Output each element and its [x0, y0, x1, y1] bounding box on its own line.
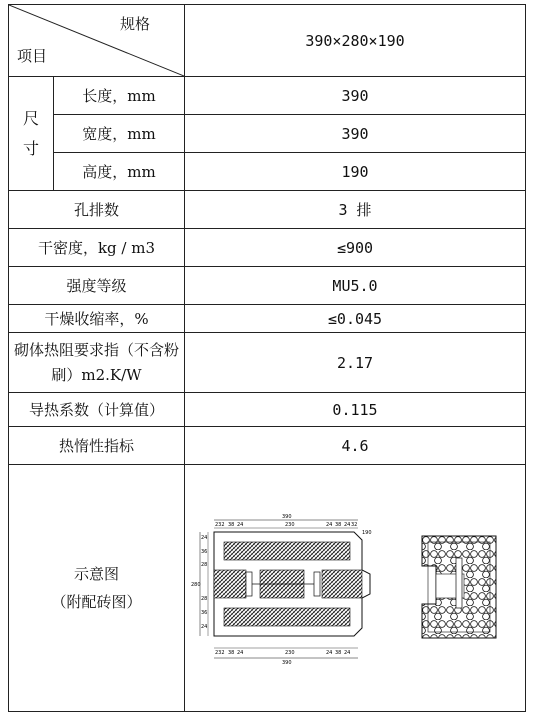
dim-bottom: 24: [237, 650, 244, 656]
row-thermal-inertia: [9, 427, 526, 465]
row-diagram: [9, 465, 526, 712]
dim-top: 24: [326, 522, 333, 528]
diagram-cell: [185, 465, 526, 712]
row-value: 0.115: [185, 393, 526, 427]
row-label: 砌体热阻要求指（不含粉刷）m2.K/W: [9, 333, 185, 393]
diagram-label: 示意图: [73, 565, 119, 583]
dim-bottom: 24: [344, 650, 351, 656]
companion-brick-drawing: [422, 536, 496, 638]
row-value: 2.17: [185, 333, 526, 393]
dim-bottom: 232: [215, 650, 225, 656]
row-label: 孔排数: [9, 191, 185, 229]
block-drawing: [190, 508, 520, 668]
dim-bottom: 38: [335, 650, 342, 656]
row-conductivity: [9, 393, 526, 427]
spec-value: 390×280×190: [185, 5, 526, 77]
diagram-label-cell: [9, 465, 185, 712]
dimension-value: 390: [185, 77, 526, 115]
row-label: 干密度，kg / m3: [9, 229, 185, 267]
dim-left-total: 280: [191, 582, 201, 588]
row-label: 导热系数（计算值）: [9, 393, 185, 427]
diagram-sublabel: （附配砖图）: [51, 593, 142, 611]
dim-left: 24: [201, 624, 208, 630]
dimension-label: 高度，mm: [54, 153, 185, 191]
dim-left: 36: [201, 610, 208, 616]
diagram-wrap: [185, 465, 525, 711]
dim-left: 28: [201, 596, 208, 602]
row-value: 3 排: [185, 191, 526, 229]
dim-left: 24: [201, 535, 208, 541]
dimensions-group-cell: [9, 77, 54, 191]
dim-bottom: 24: [326, 650, 333, 656]
dimension-value: 190: [185, 153, 526, 191]
dim-bottom-total: 390: [282, 660, 292, 666]
header-row: [9, 5, 526, 77]
dim-bottom: 38: [228, 650, 235, 656]
row-value: ≤0.045: [185, 305, 526, 333]
dimension-value: 390: [185, 115, 526, 153]
dim-top: 232: [215, 522, 225, 528]
dim-top: 38: [228, 522, 235, 528]
main-block-drawing: [191, 514, 372, 666]
diagonal-header-cell: [9, 5, 185, 77]
row-label: 强度等级: [9, 267, 185, 305]
dimension-label: 宽度，mm: [54, 115, 185, 153]
dim-top-total: 390: [282, 514, 292, 520]
row-strength-grade: [9, 267, 526, 305]
row-thermal-resistance: [9, 333, 526, 393]
dim-left: 28: [201, 562, 208, 568]
spec-label: 规格: [119, 15, 150, 33]
row-label: 热惰性指标: [9, 427, 185, 465]
row-shrinkage: [9, 305, 526, 333]
row-value: ≤900: [185, 229, 526, 267]
row-value: MU5.0: [185, 267, 526, 305]
dimension-row-length: [9, 77, 526, 115]
dim-top: 24: [344, 522, 351, 528]
dimension-label: 长度，mm: [54, 77, 185, 115]
row-dry-density: [9, 229, 526, 267]
dim-right: 190: [362, 530, 372, 536]
dimension-row-height: [9, 153, 526, 191]
row-value: 4.6: [185, 427, 526, 465]
row-hole-rows: [9, 191, 526, 229]
dim-top: 24: [237, 522, 244, 528]
dimensions-group-label: 尺 寸: [22, 108, 39, 158]
spec-table: [8, 4, 526, 712]
dimension-row-width: [9, 115, 526, 153]
dim-top: 32: [351, 522, 358, 528]
item-label: 项目: [17, 47, 48, 65]
dim-left: 36: [201, 549, 208, 555]
dim-top: 38: [335, 522, 342, 528]
dim-bottom: 230: [285, 650, 295, 656]
row-label: 干燥收缩率，%: [9, 305, 185, 333]
dim-top: 230: [285, 522, 295, 528]
